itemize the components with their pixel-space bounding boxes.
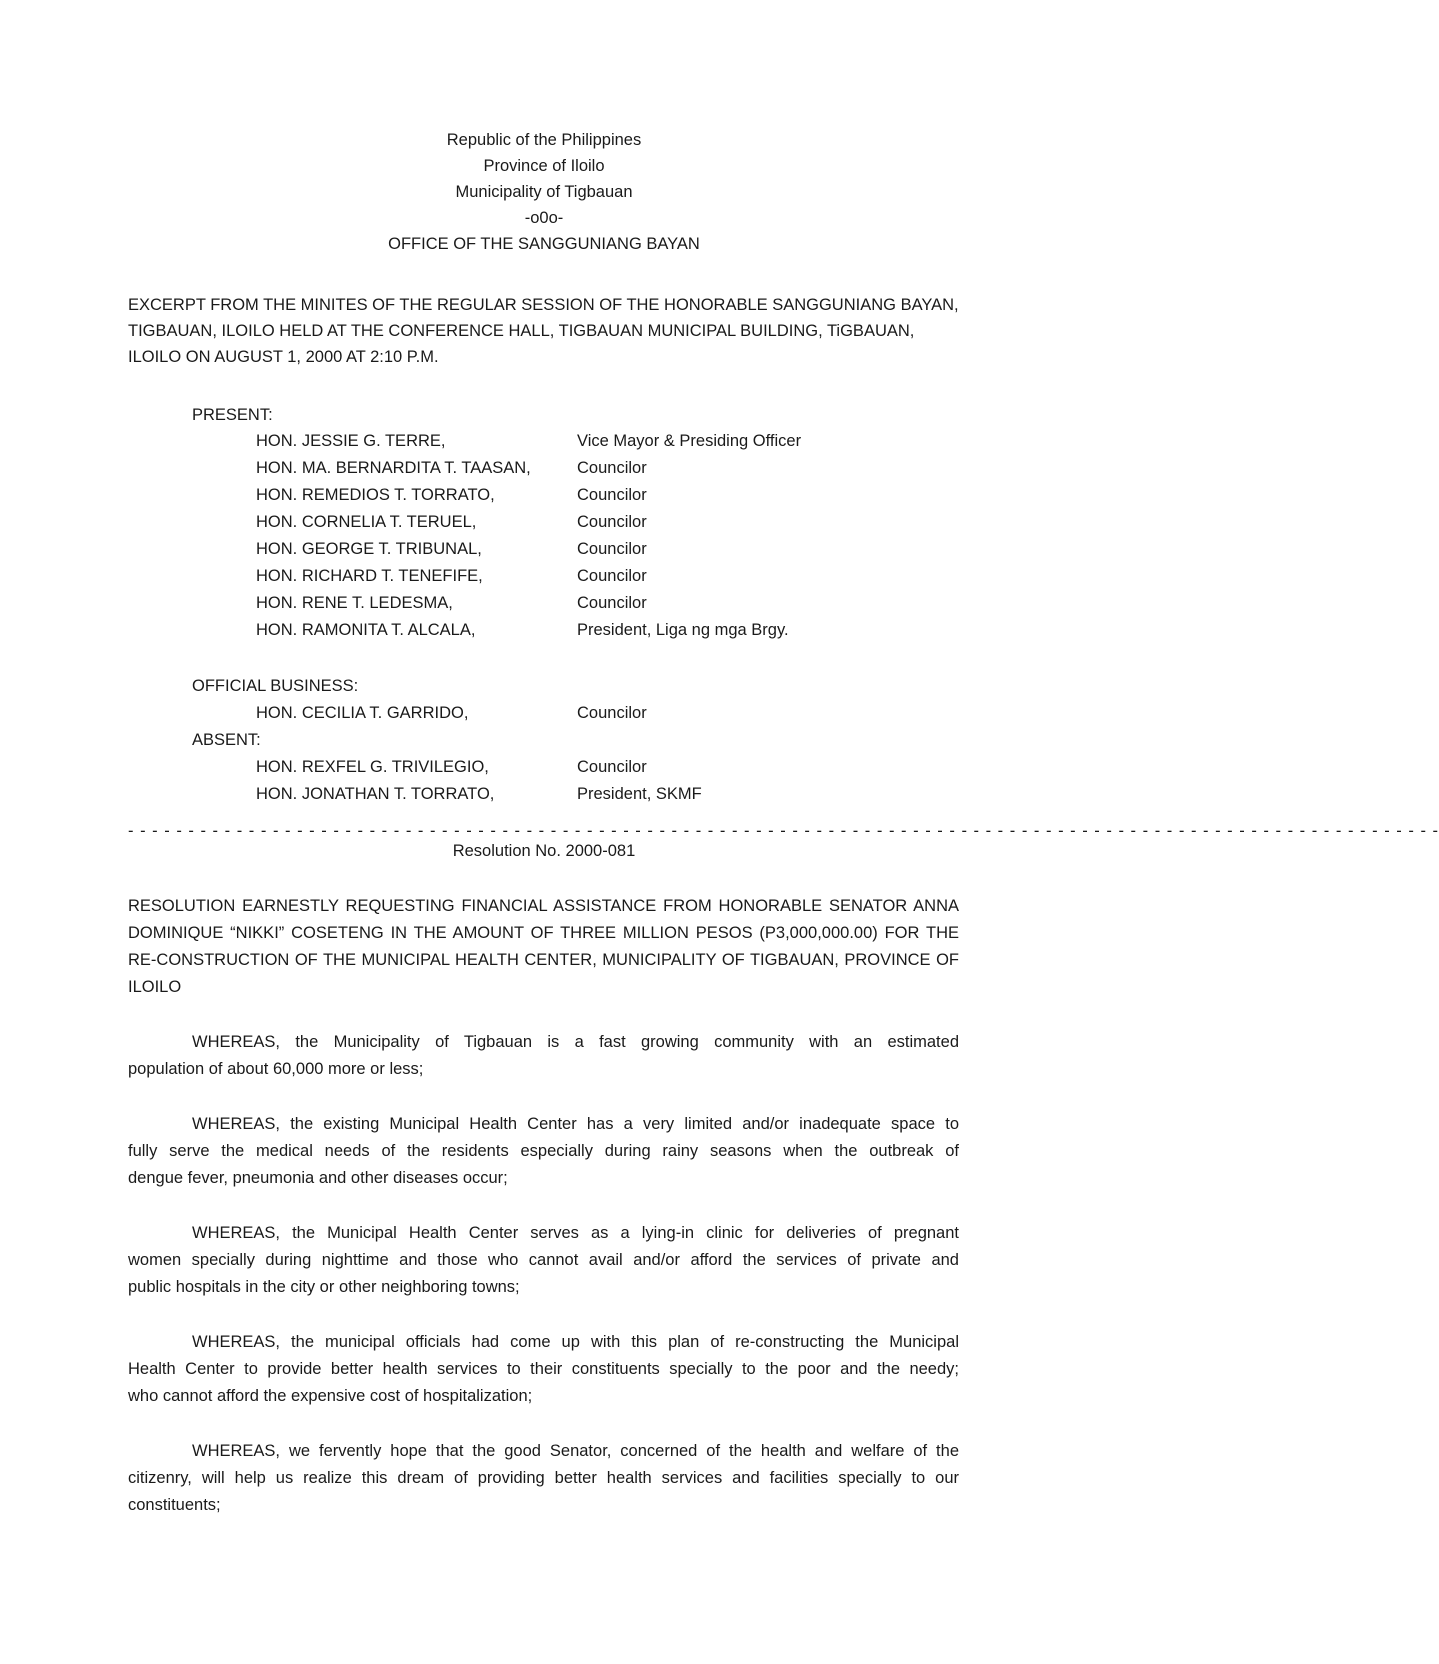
whereas-line: Health Center to provide better health services to their constituents specially to the poor and the needy; [128,1360,959,1378]
header-ornament: -o0o- [524,209,564,227]
whereas-line: citizenry, will help us realize this dream of providing better health services and facilities specially to our [128,1469,959,1487]
whereas-line: population of about 60,000 more or less; [128,1060,424,1078]
whereas-line: constituents; [128,1496,221,1514]
present-name: HON. RENE T. LEDESMA, [256,594,453,612]
resolution-title-line: ILOILO [128,978,182,996]
present-name: HON. JESSIE G. TERRE, [256,432,446,450]
dashed-separator: - - - - - - - - - - - - - - - - - - - - - - - - - - - - - - - - - - - - - - - - - - - - - - - - - - - - - - - - - - - - - - - - - - - - - - - - - - - - - - - - - - - - - - - - - - - - - - - - - - - - - - - - - - - - - [128,822,1439,840]
whereas-line: WHEREAS, we fervently hope that the good Senator, concerned of the health and welfare of the [192,1442,959,1460]
present-role: Councilor [577,513,647,531]
present-name: HON. RICHARD T. TENEFIFE, [256,567,483,585]
present-label: PRESENT: [192,406,273,424]
whereas-line: fully serve the medical needs of the residents especially during rainy seasons when the outbreak of [128,1142,959,1160]
resolution-number: Resolution No. 2000-081 [452,842,636,860]
official-business-label: OFFICIAL BUSINESS: [192,677,359,695]
whereas-line: public hospitals in the city or other neighboring towns; [128,1278,520,1296]
excerpt-line-2: TIGBAUAN, ILOILO HELD AT THE CONFERENCE HALL, TIGBAUAN MUNICIPAL BUILDING, TiGBAUAN, [128,322,915,340]
present-role: Councilor [577,459,647,477]
present-name: HON. GEORGE T. TRIBUNAL, [256,540,482,558]
excerpt-line-3: ILOILO ON AUGUST 1, 2000 AT 2:10 P.M. [128,348,439,366]
header-province: Province of Iloilo [483,157,605,175]
present-role: Councilor [577,486,647,504]
present-name: HON. MA. BERNARDITA T. TAASAN, [256,459,531,477]
whereas-line: WHEREAS, the Municipal Health Center serves as a lying-in clinic for deliveries of pregnant [192,1224,959,1242]
excerpt-line-1: EXCERPT FROM THE MINITES OF THE REGULAR SESSION OF THE HONORABLE SANGGUNIANG BAYAN, [128,296,959,314]
present-role: President, Liga ng mga Brgy. [577,621,789,639]
resolution-title-line: RESOLUTION EARNESTLY REQUESTING FINANCIAL ASSISTANCE FROM HONORABLE SENATOR ANNA [128,897,959,915]
absent-name: HON. JONATHAN T. TORRATO, [256,785,495,803]
official-business-name: HON. CECILIA T. GARRIDO, [256,704,469,722]
absent-role: President, SKMF [577,785,702,803]
official-business-role: Councilor [577,704,647,722]
present-role: Councilor [577,594,647,612]
absent-label: ABSENT: [192,731,261,749]
header-office: OFFICE OF THE SANGGUNIANG BAYAN [388,235,700,253]
whereas-line: women specially during nighttime and those who cannot avail and/or afford the services of private and [128,1251,959,1269]
whereas-line: dengue fever, pneumonia and other diseases occur; [128,1169,508,1187]
whereas-line: WHEREAS, the existing Municipal Health Center has a very limited and/or inadequate space to [192,1115,959,1133]
present-name: HON. REMEDIOS T. TORRATO, [256,486,495,504]
present-role: Councilor [577,567,647,585]
resolution-title-line: RE-CONSTRUCTION OF THE MUNICIPAL HEALTH CENTER, MUNICIPALITY OF TIGBAUAN, PROVINCE OF [128,951,959,969]
whereas-line: WHEREAS, the Municipality of Tigbauan is a fast growing community with an estimated [192,1033,959,1051]
whereas-line: WHEREAS, the municipal officials had come up with this plan of re-constructing the Municipal [192,1333,959,1351]
resolution-title-line: DOMINIQUE “NIKKI” COSETENG IN THE AMOUNT OF THREE MILLION PESOS (P3,000,000.00) FOR THE [128,924,959,942]
absent-name: HON. REXFEL G. TRIVILEGIO, [256,758,489,776]
present-role: Councilor [577,540,647,558]
present-role: Vice Mayor & Presiding Officer [577,432,802,450]
header-municipality: Municipality of Tigbauan [455,183,633,201]
whereas-line: who cannot afford the expensive cost of hospitalization; [128,1387,533,1405]
present-name: HON. CORNELIA T. TERUEL, [256,513,477,531]
header-republic: Republic of the Philippines [446,131,642,149]
absent-role: Councilor [577,758,647,776]
present-name: HON. RAMONITA T. ALCALA, [256,621,476,639]
